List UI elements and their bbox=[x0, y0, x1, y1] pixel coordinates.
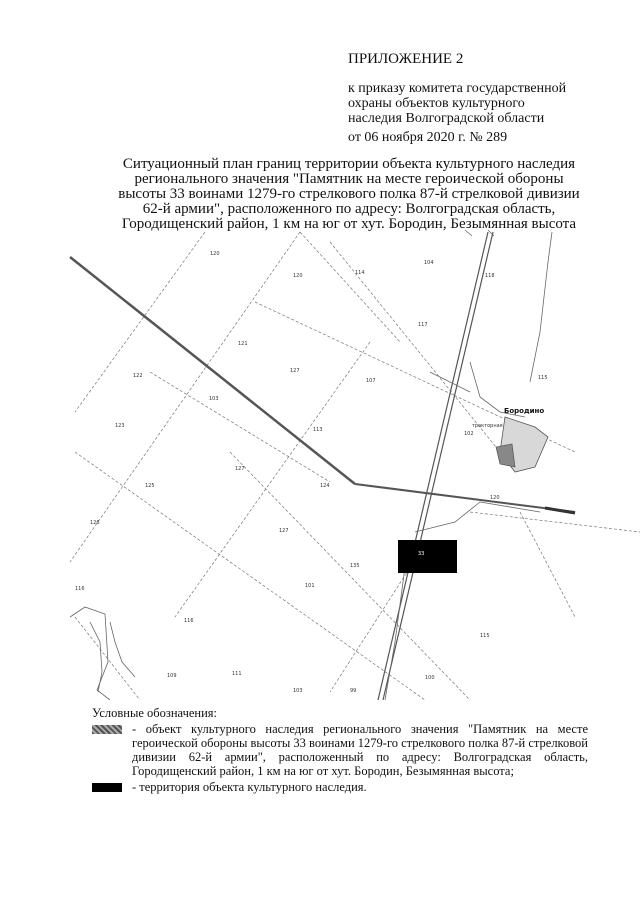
title-line-5: Городищенский район, 1 км на юг от хут. Бородин, Безымянная высота bbox=[121, 216, 577, 232]
title-line-1: Ситуационный план границ территории объекта культурного наследия bbox=[122, 156, 576, 172]
parcel-label: 123 bbox=[115, 423, 125, 429]
railway bbox=[378, 232, 493, 700]
parcel-label: 127 bbox=[290, 368, 300, 374]
legend bbox=[92, 706, 588, 796]
title-line-2: регионального значения "Памятник на месте героической обороны bbox=[134, 171, 564, 187]
parcel-label: тракторная bbox=[472, 423, 503, 429]
order-line-3: наследия Волгоградской области bbox=[348, 111, 545, 126]
legend-heading: Условные обозначения: bbox=[92, 706, 218, 720]
parcel-label: 115 bbox=[480, 633, 490, 639]
parcel-label: 102 bbox=[464, 431, 474, 437]
territory-rect bbox=[398, 540, 457, 573]
parcel-label: 127 bbox=[279, 528, 289, 534]
legend-territory-text: - территория объекта культурного наследия. bbox=[132, 780, 367, 794]
parcel-label: 120 bbox=[293, 273, 303, 279]
object-label: 33 bbox=[418, 551, 425, 557]
parcel-label: 104 bbox=[424, 260, 434, 266]
legend-object-text: - объект культурного наследия регионального значения "Памятник на месте героической обороны высоты 33 воинами 1279-го стрелкового полка 87-й стрелковой дивизии 62-й армии", расположенный по адресу: Волгоградская область, Городищенский район, 1 км на юг от хут. Бородин, Безымянная высота; bbox=[132, 722, 588, 778]
order-line-2: охраны объектов культурного bbox=[348, 96, 525, 111]
legend-item-object bbox=[92, 722, 588, 778]
parcel-label: 99 bbox=[350, 688, 357, 694]
title-line-4: 62-й армии", расположенного по адресу: Волгоградская область, bbox=[142, 201, 556, 217]
appendix-title: ПРИЛОЖЕНИЕ 2 bbox=[348, 51, 464, 67]
document-title bbox=[104, 157, 594, 232]
ravine-area bbox=[70, 607, 135, 700]
parcel-label: 117 bbox=[418, 322, 428, 328]
parcel-label: 114 bbox=[355, 270, 365, 276]
parcel-label: 120 bbox=[490, 495, 500, 501]
parcel-label: 116 bbox=[184, 618, 194, 624]
settlement-label: Бородино bbox=[504, 407, 545, 415]
order-line-1: к приказу комитета государственной bbox=[348, 81, 567, 96]
parcel-label: 103 bbox=[209, 396, 219, 402]
map-arrows bbox=[465, 230, 494, 236]
parcel-label: 113 bbox=[313, 427, 323, 433]
parcel-label: 103 bbox=[293, 688, 303, 694]
title-line-3: высоты 33 воинами 1279-го стрелкового полка 87-й стрелковой дивизии bbox=[118, 186, 580, 202]
parcel-label: 122 bbox=[133, 373, 143, 379]
field-boundaries bbox=[70, 232, 640, 700]
parcel-label: 121 bbox=[238, 341, 248, 347]
parcel-label: 115 bbox=[538, 375, 548, 381]
territory-swatch bbox=[92, 783, 122, 792]
parcel-label: 107 bbox=[366, 378, 376, 384]
order-reference bbox=[348, 81, 598, 126]
parcel-label: 118 bbox=[485, 273, 495, 279]
parcel-label: 111 bbox=[232, 671, 242, 677]
situation-map bbox=[0, 222, 640, 700]
main-road bbox=[70, 257, 575, 513]
legend-item-territory bbox=[92, 780, 588, 794]
order-date: от 06 ноября 2020 г. № 289 bbox=[348, 130, 508, 145]
parcel-label: 135 bbox=[350, 563, 360, 569]
parcel-label: 100 bbox=[425, 675, 435, 681]
parcel-label: 116 bbox=[75, 586, 85, 592]
parcel-label: 120 bbox=[210, 251, 220, 257]
object-swatch bbox=[92, 725, 122, 734]
parcel-label: 101 bbox=[305, 583, 315, 589]
parcel-label: 109 bbox=[167, 673, 177, 679]
parcel-label: 127 bbox=[235, 466, 245, 472]
parcel-label: 125 bbox=[145, 483, 155, 489]
parcel-label: 124 bbox=[320, 483, 330, 489]
parcel-label: 126 bbox=[90, 520, 100, 526]
